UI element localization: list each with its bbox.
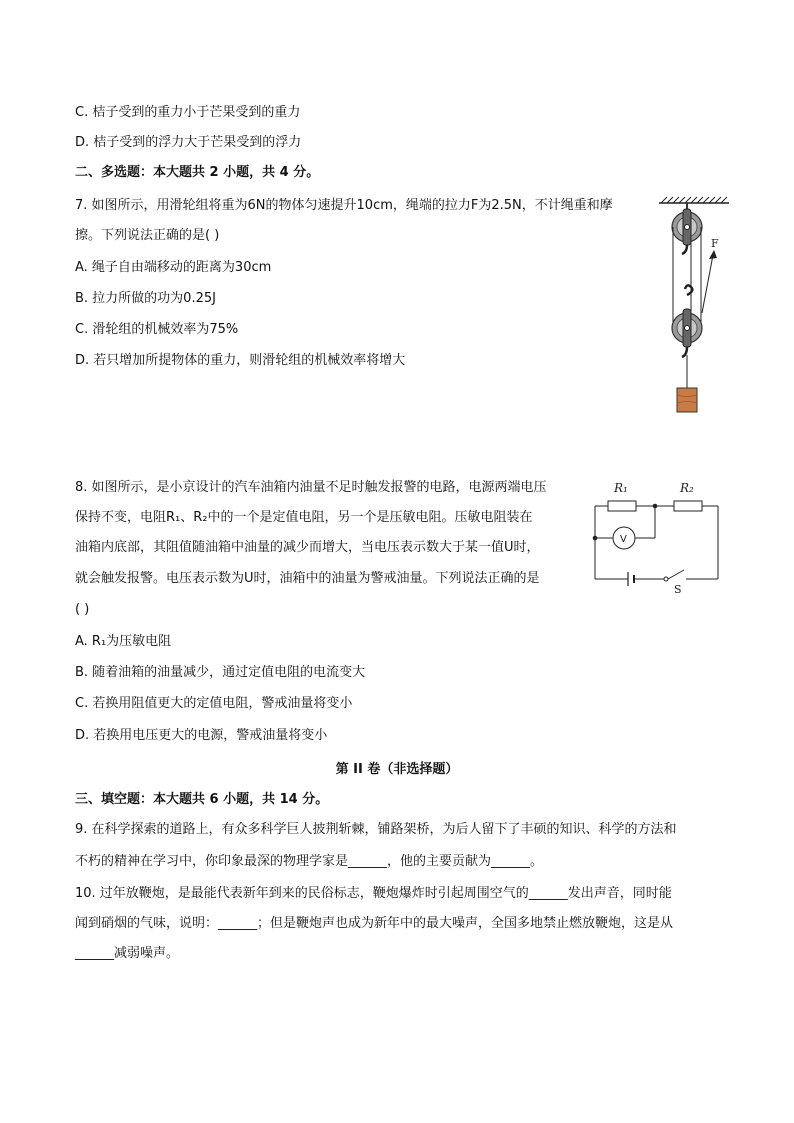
q8-option-b: B. 随着油箱的油量减少，通过定值电阻的电流变大 <box>75 665 366 680</box>
movable-pulley <box>672 285 702 388</box>
pulley-figure <box>655 195 735 420</box>
force-label: F <box>711 237 719 250</box>
q8-stem-line2: 保持不变，电阻R₁、R₂中的一个是定值电阻，另一个是压敏电阻。压敏电阻装在 <box>75 510 533 525</box>
q9-line1: 9. 在科学探索的道路上，有众多科学巨人披荆斩棘，铺路架桥，为后人留下了丰硕的知识、科学的方法和 <box>75 822 677 837</box>
resistor-r1 <box>608 501 636 511</box>
switch <box>668 570 684 579</box>
q8-stem-line4: 就会触发报警。电压表示数为U时，油箱中的油量为警戒油量。下列说法正确的是 <box>75 571 540 586</box>
circuit-figure <box>588 474 728 599</box>
section3-heading: 三、填空题：本大题共 6 小题，共 14 分。 <box>75 792 329 807</box>
ceiling-hatch <box>659 197 729 203</box>
rope-lines <box>673 227 713 325</box>
q7-option-c: C. 滑轮组的机械效率为75% <box>75 322 239 337</box>
q10-line3: ______减弱噪声。 <box>75 946 180 961</box>
resistor-r2 <box>674 501 702 511</box>
part2-title: 第 II 卷（非选择题） <box>335 762 459 777</box>
q8-option-a: A. R₁为压敏电阻 <box>75 634 172 649</box>
q7-stem-line1: 7. 如图所示，用滑轮组将重为6N的物体匀速提升10cm，绳端的拉力F为2.5N，不计绳重和摩 <box>75 198 613 213</box>
q8-option-c: C. 若换用阻值更大的定值电阻，警戒油量将变小 <box>75 696 353 711</box>
q8-stem-line1: 8. 如图所示，是小京设计的汽车油箱内油量不足时触发报警的电路，电源两端电压 <box>75 480 547 495</box>
weight-block <box>677 388 697 412</box>
section2-heading: 二、多选题：本大题共 2 小题，共 4 分。 <box>75 165 320 180</box>
q10-line2: 闻到硝烟的气味，说明：______；但是鞭炮声也成为新年中的最大噪声，全国多地禁止燃放鞭炮，这是从 <box>75 916 674 931</box>
q8-option-d: D. 若换用电压更大的电源，警戒油量将变小 <box>75 728 328 743</box>
q8-stem-line3: 油箱内底部，其阻值随油箱中油量的减少而增大，当电压表示数大于某一值U时， <box>75 540 540 555</box>
q7-stem-line2: 擦。下列说法正确的是( ) <box>75 228 220 243</box>
q7-option-a: A. 绳子自由端移动的距离为30cm <box>75 260 272 275</box>
fixed-pulley <box>672 203 702 254</box>
q9-line2: 不朽的精神在学习中，你印象最深的物理学家是______，他的主要贡献为______。 <box>75 854 544 869</box>
r1-label: R₁ <box>614 481 628 495</box>
q8-stem-line5: ( ) <box>75 602 90 617</box>
q6-option-d: D. 桔子受到的浮力大于芒果受到的浮力 <box>75 135 302 150</box>
voltmeter-label: V <box>620 534 627 545</box>
r2-label: R₂ <box>680 481 694 495</box>
q10-line1: 10. 过年放鞭炮，是最能代表新年到来的民俗标志，鞭炮爆炸时引起周围空气的______发出声音，同时能 <box>75 886 672 901</box>
switch-label: S <box>674 583 682 596</box>
force-arrow <box>709 237 719 259</box>
q6-option-c: C. 桔子受到的重力小于芒果受到的重力 <box>75 105 301 120</box>
q7-option-b: B. 拉力所做的功为0.25J <box>75 291 216 306</box>
q7-option-d: D. 若只增加所提物体的重力，则滑轮组的机械效率将增大 <box>75 353 406 368</box>
